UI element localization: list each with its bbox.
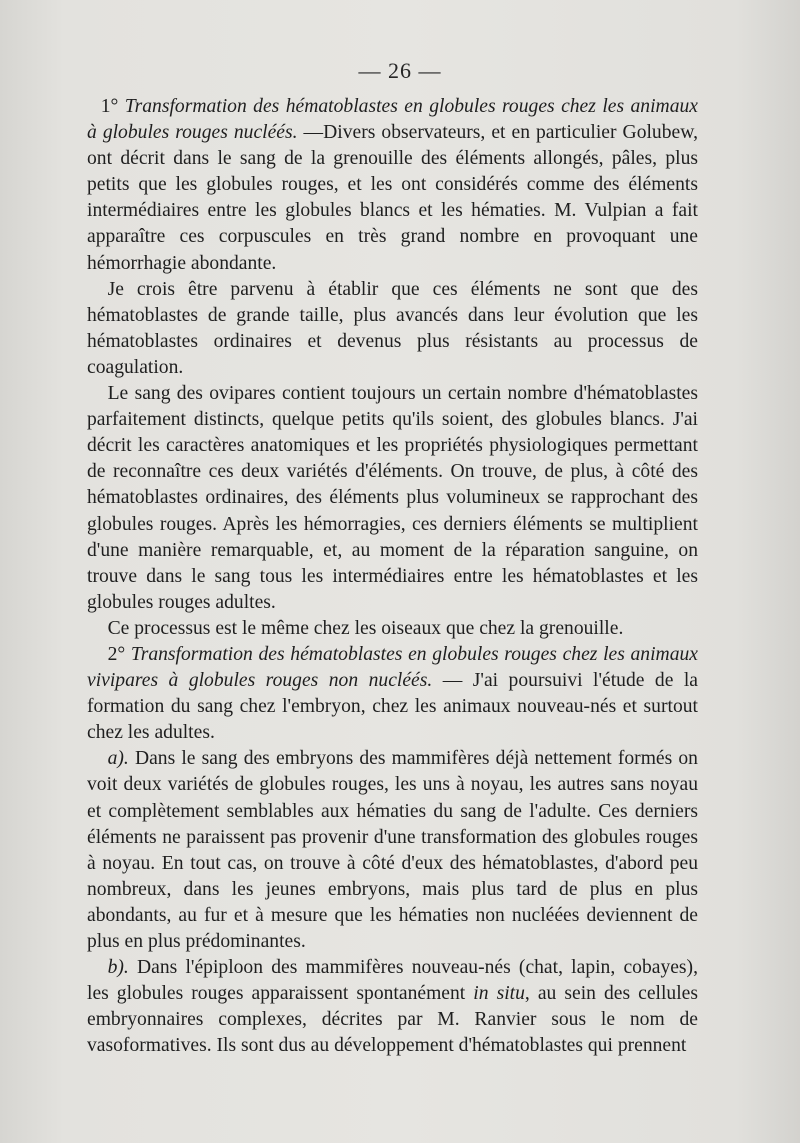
paragraph-7-lead: b). <box>107 957 129 979</box>
paragraph-7-italic: in situ <box>473 983 525 1005</box>
paragraph-5-text: — J'ai poursuivi l'étude de la formation du sang chez l'embryon, chez les animaux nouveau-nés et surtout chez les adultes. <box>87 670 698 744</box>
section-heading-2: Transformation des hématoblastes en globules rouges chez les animaux vivipares à globules rouges non nucléés. <box>87 643 698 692</box>
paragraph-6 <box>87 746 698 955</box>
paragraph-2 <box>87 277 698 381</box>
section-number-1: 1° <box>100 96 119 117</box>
paragraph-1 <box>87 94 698 277</box>
paragraph-3-text: Le sang des ovipares contient toujours un certain nombre d'hématoblastes parfaitement distincts, quelque petits qu'ils soient, des globules blancs. J'ai décrit les caractères anatomiques et les propriétés physiologiques permettant de reconnaître ces deux variétés d'éléments. On trouve, de plus, à côté des hématoblastes ordinaires, des éléments plus volumineux se rapprochant des globules rouges. Après les hémorragies, ces derniers éléments se multiplient d'une manière remarquable, et, au moment de la réparation sanguine, on trouve dans le sang tous les intermédiaires entre les hématoblastes et les globules rouges adultes. <box>87 383 698 613</box>
section-number-2: 2° <box>107 643 126 665</box>
paragraph-3 <box>87 381 698 616</box>
paragraph-4 <box>87 616 698 642</box>
paragraph-7-text-before-italic: Dans l'épiploon des mammifères nouveau-nés (chat, lapin, cobayes), les globules rouges apparaissent spontanément <box>87 957 698 1005</box>
paragraph-6-text: Dans le sang des embryons des mammifères déjà nettement formés on voit deux variétés de globules rouges, les uns à noyau, les autres sans noyau et complètement semblables aux hématies du sang de l'adulte. Ces derniers éléments ne paraissent pas provenir d'une transformation des globules rouges à noyau. En tout cas, on trouve à côté d'eux des hématoblastes, d'abord peu nombreux, dans les jeunes embryons, mais plus tard de plus en plus abondants, au fur et à mesure que les hématies non nucléées deviennent de plus en plus prédominantes. <box>87 748 698 952</box>
paragraph-1-text: —Divers observateurs, et en particulier Golubew, ont décrit dans le sang de la grenouille des éléments allongés, pâles, plus petits que les globules rouges, et les ont considérés comme des éléments intermédiaires entre les globules blancs et les hématies. M. Vulpian a fait apparaître ces corpuscules en très grand nombre en provoquant une hémorrhagie abondante. <box>87 122 698 274</box>
section-heading-1: Transformation des hématoblastes en globules rouges chez les animaux à globules rouges nucléés. <box>87 96 698 144</box>
paragraph-7-text-after-italic: , au sein des cellules embryonnaires complexes, décrites par M. Ranvier sous le nom de vasoformatives. Ils sont dus au développement d'hématoblastes qui prennent <box>87 983 698 1057</box>
paragraph-2-text: Je crois être parvenu à établir que ces éléments ne sont que des hématoblastes de grande taille, plus avancés dans leur évolution que les hématoblastes ordinaires et devenus plus résistants au processus de coagulation. <box>87 278 698 378</box>
body-text <box>87 94 698 1059</box>
paragraph-6-lead: a). <box>107 748 129 770</box>
paragraph-5 <box>87 642 698 746</box>
paragraph-7 <box>87 955 698 1059</box>
page-number: — 26 — <box>358 58 442 83</box>
paragraph-4-text: Ce processus est le même chez les oiseaux que chez la grenouille. <box>107 617 624 639</box>
